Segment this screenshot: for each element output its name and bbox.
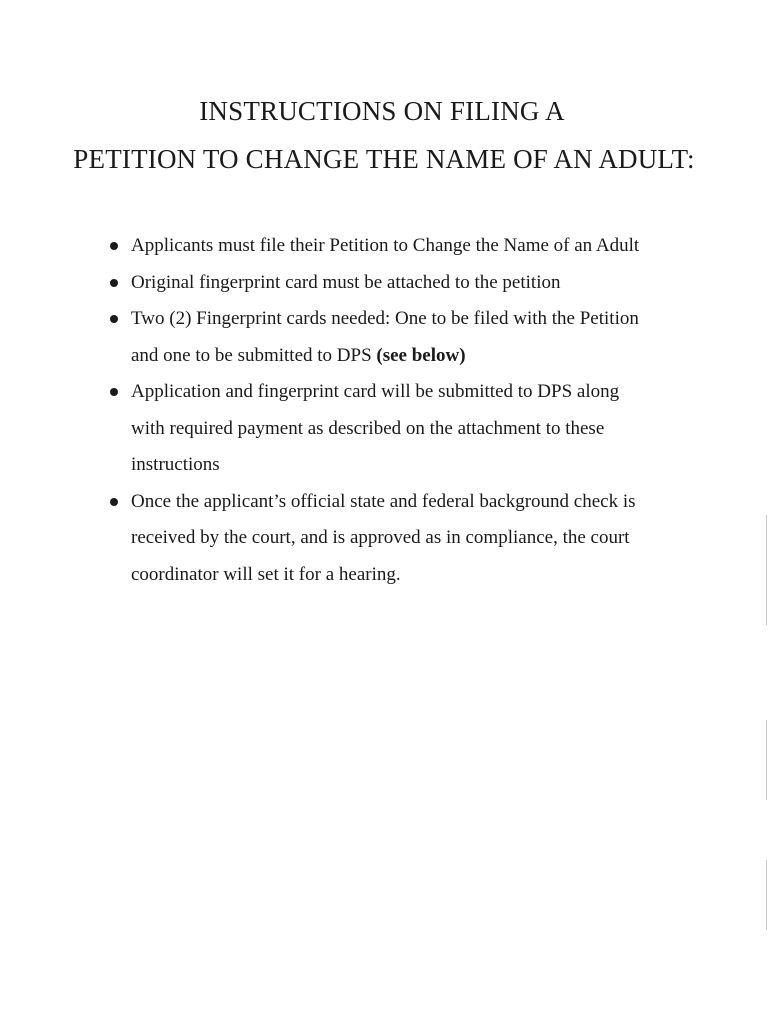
instruction-item [0, 301, 770, 374]
document-title-line-1: INSTRUCTIONS ON FILING A [199, 96, 565, 126]
instruction-emphasis: (see below) [376, 344, 466, 366]
bullet-icon [110, 388, 118, 396]
document-title-line-2: PETITION TO CHANGE THE NAME OF AN ADULT: [73, 144, 695, 174]
bullet-icon [110, 279, 118, 287]
instruction-text: Original fingerprint card must be attached to the petition [131, 271, 561, 293]
scan-edge-mark [766, 720, 767, 800]
instruction-text: Applicants must file their Petition to Change the Name of an Adult [131, 235, 640, 256]
instruction-item [0, 374, 770, 484]
instruction-text: instructions [131, 454, 220, 475]
instruction-text: and one to be submitted to DPS [131, 344, 377, 366]
instruction-item [0, 484, 770, 594]
instruction-text: Application and fingerprint card will be submitted to DPS along [131, 381, 620, 402]
instruction-item [0, 228, 770, 265]
instruction-item [0, 265, 770, 302]
instruction-text: with required payment as described on the attachment to these [131, 417, 605, 439]
scan-edge-mark [766, 515, 767, 625]
instruction-text: Once the applicant’s official state and federal background check is [131, 490, 636, 512]
bullet-icon [110, 315, 118, 323]
bullet-icon [110, 242, 118, 250]
instruction-text: coordinator will set it for a hearing. [131, 563, 401, 585]
instruction-text: received by the court, and is approved as in compliance, the court [131, 527, 630, 548]
bullet-icon [110, 498, 118, 506]
scan-edge-mark [766, 860, 767, 930]
instructions-list [0, 228, 770, 593]
instruction-text: Two (2) Fingerprint cards needed: One to be filed with the Petition [131, 308, 639, 329]
